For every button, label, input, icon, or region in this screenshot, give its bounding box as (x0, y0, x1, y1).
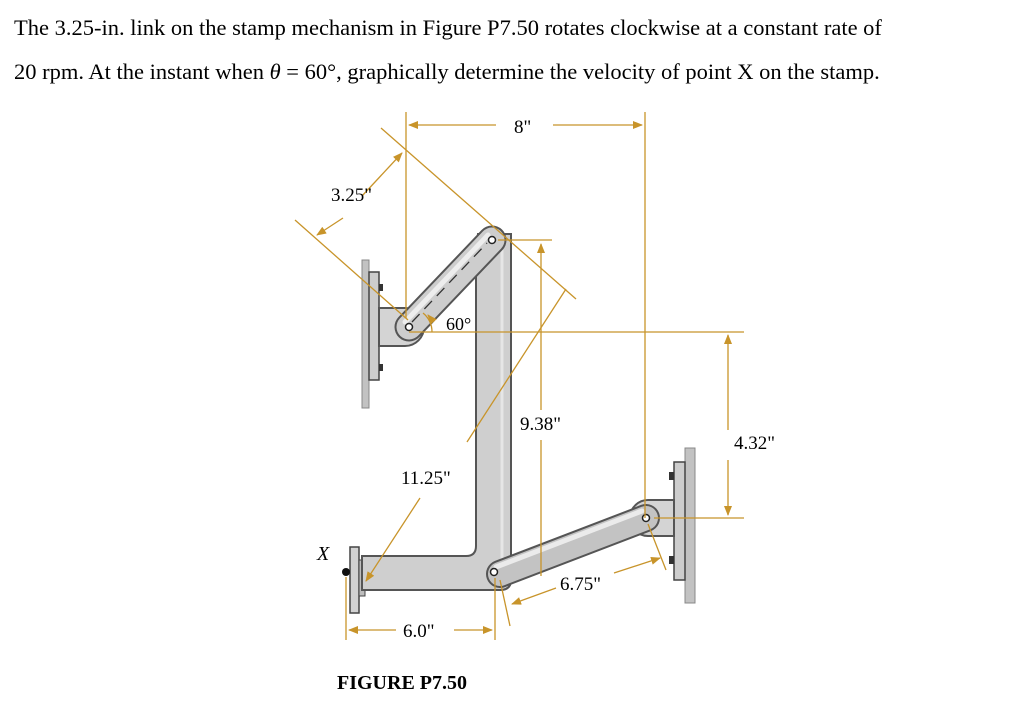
dim-label-8: 8" (514, 117, 532, 138)
theta-symbol: θ (269, 59, 281, 84)
pin-crank-coupler (489, 237, 496, 244)
dim-label-4-32: 4.32" (734, 433, 776, 454)
point-x-label: X (317, 543, 330, 565)
dim-label-60: 60° (446, 314, 472, 334)
pin-lower-link-ground (643, 515, 650, 522)
dim-label-9-38: 9.38" (520, 414, 562, 435)
dim-label-6-0: 6.0" (403, 621, 435, 642)
figure-caption: FIGURE P7.50 (337, 672, 467, 694)
dim-label-3-25: 3.25" (331, 185, 373, 206)
pin-crank-ground (406, 324, 413, 331)
problem-line-2: 20 rpm. At the instant when θ = 60°, graphically determine the velocity of point X on the stamp. (14, 59, 880, 84)
dim-label-6-75: 6.75" (560, 574, 602, 595)
lower-link (496, 511, 646, 574)
pin-lower-link-coupler (491, 569, 498, 576)
dim-label-11-25: 11.25" (401, 468, 451, 489)
problem-line-1: The 3.25-in. link on the stamp mechanism in Figure P7.50 rotates clockwise at a constant rate of (14, 15, 882, 40)
point-x-marker (342, 568, 350, 576)
